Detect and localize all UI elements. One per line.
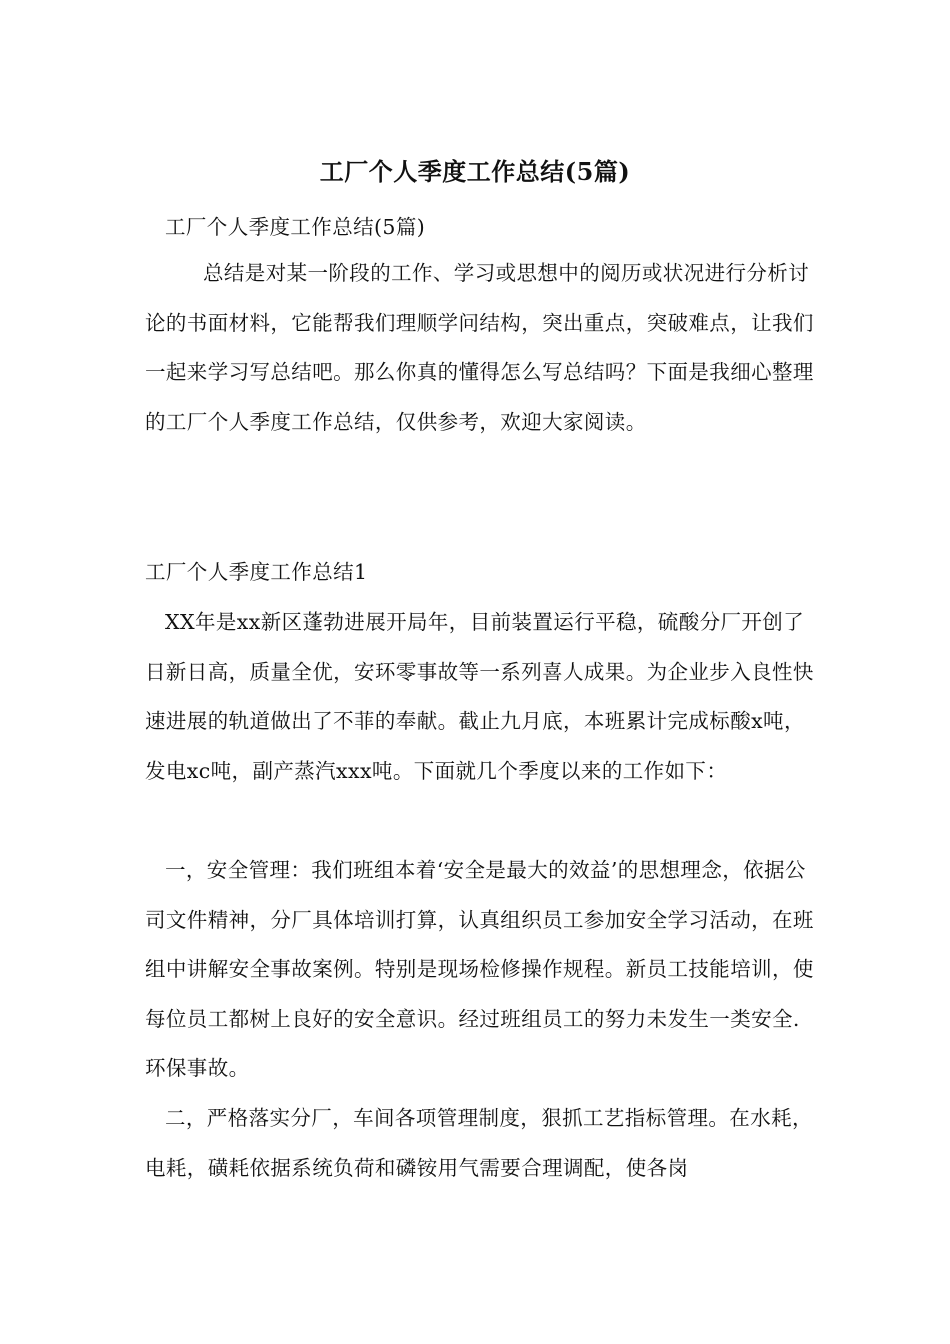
intro-paragraph: 总结是对某一阶段的工作、学习或思想中的阅历或状况进行分析讨论的书面材料，它能帮我们理顺学问结构，突出重点，突破难点，让我们一起来学习写总结吧。那么你真的懂得怎么写总结吗？下面是我细心整理的工厂个人季度工作总结，仅供参考，欢迎大家阅读。 bbox=[145, 261, 814, 434]
document-subtitle: 工厂个人季度工作总结(5篇) bbox=[165, 215, 426, 239]
paragraph-overview: XX年是xx新区蓬勃进展开局年，目前装置运行平稳，硫酸分厂开创了日新日高，质量全优，安环零事故等一系列喜人成果。为企业步入良性快速进展的轨道做出了不菲的奉献。截止九月底，本班累计完成标酸x吨，发电xc吨，副产蒸汽xxx吨。下面就几个季度以来的工作如下： bbox=[145, 610, 814, 783]
paragraph-process-management: 二，严格落实分厂，车间各项管理制度，狠抓工艺指标管理。在水耗，电耗，磺耗依据系统负荷和磷铵用气需要合理调配，使各岗 bbox=[145, 1106, 813, 1180]
document-title: 工厂个人季度工作总结(5篇) bbox=[319, 157, 631, 186]
section-heading: 工厂个人季度工作总结1 bbox=[145, 560, 368, 584]
paragraph-safety-management: 一，安全管理：我们班组本着‘安全是最大的效益’的思想理念，依据公司文件精神，分厂具体培训打算，认真组织员工参加安全学习活动，在班组中讲解安全事故案例。特别是现场检修操作规程。新员工技能培训，使每位员工都树上良好的安全意识。经过班组员工的努力未发生一类安全.环保事故。 bbox=[145, 858, 814, 1080]
